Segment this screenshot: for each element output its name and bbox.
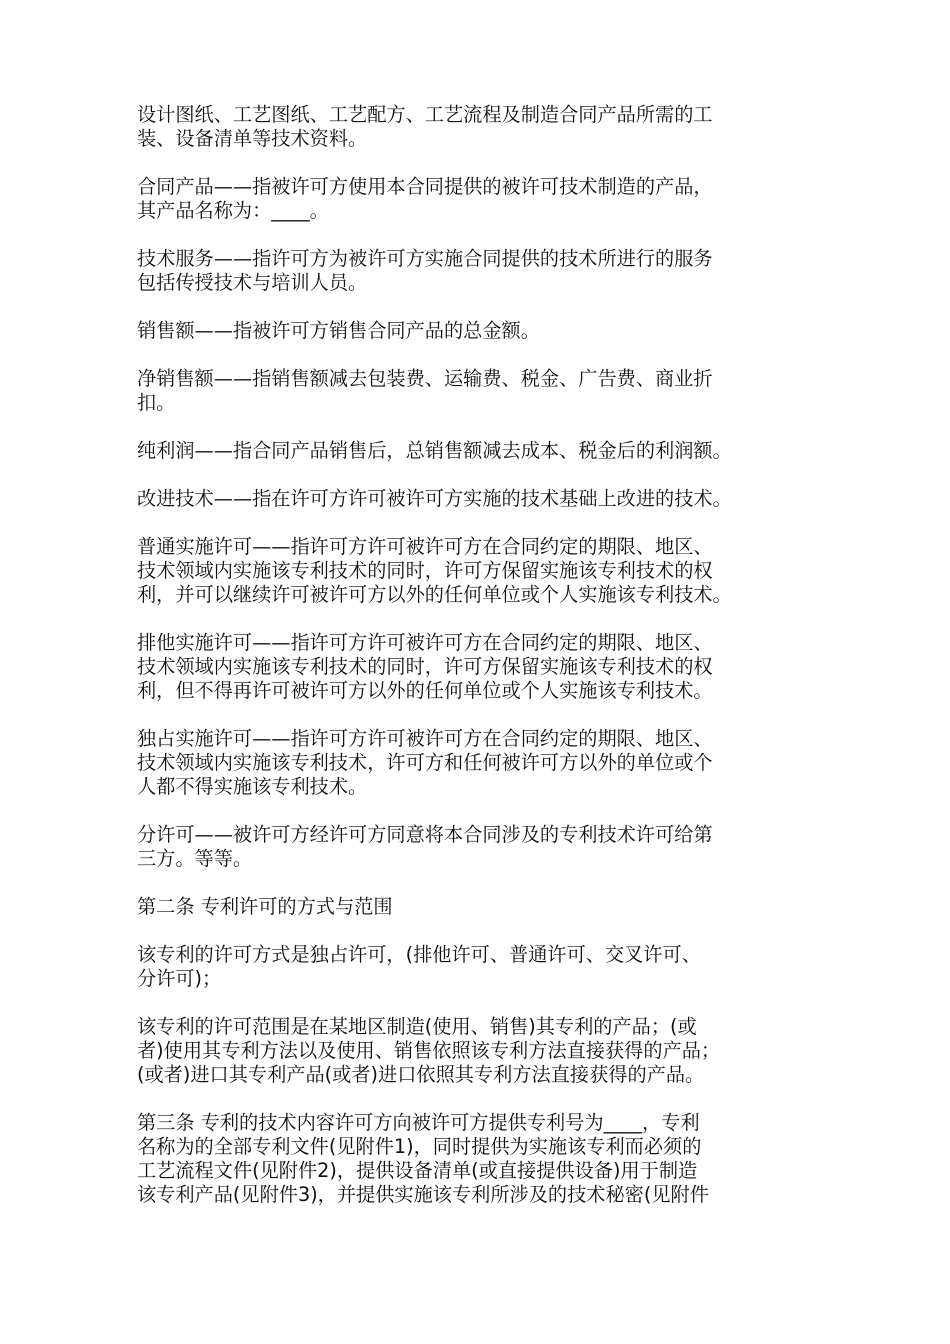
paragraph	[137, 439, 817, 463]
text-line: 该专利的许可方式是独占许可，(排他许可、普通许可、交叉许可、	[137, 943, 701, 966]
paragraph	[137, 631, 817, 703]
text-line: 名称为的全部专利文件(见附件1)，同时提供为实施该专利而必须的	[137, 1135, 702, 1158]
paragraph	[137, 895, 817, 919]
text-line: 普通实施许可——指许可方许可被许可方在合同约定的期限、地区、	[137, 535, 713, 558]
document-body	[137, 103, 817, 1231]
text-line: 第二条 专利许可的方式与范围	[137, 895, 393, 918]
text-line: 技术服务——指许可方为被许可方实施合同提供的技术所进行的服务	[137, 247, 713, 270]
text-line: 改进技术——指在许可方许可被许可方实施的技术基础上改进的技术。	[137, 487, 732, 510]
text-line: 人都不得实施该专利技术。	[137, 775, 368, 798]
paragraph	[137, 1015, 817, 1087]
text-line: 第三条 专利的技术内容许可方向被许可方提供专利号为____，专利	[137, 1111, 700, 1134]
text-line: 该专利产品(见附件3)，并提供实施该专利所涉及的技术秘密(见附件	[137, 1183, 709, 1206]
text-line: 利，但不得再许可被许可方以外的任何单位或个人实施该专利技术。	[137, 679, 713, 702]
text-line: 技术领域内实施该专利技术的同时，许可方保留实施该专利技术的权	[137, 559, 713, 582]
text-line: 者)使用其专利方法以及使用、销售依照该专利方法直接获得的产品；	[137, 1039, 721, 1062]
paragraph	[137, 247, 817, 295]
paragraph	[137, 535, 817, 607]
paragraph	[137, 175, 817, 223]
paragraph	[137, 943, 817, 991]
text-line: 独占实施许可——指许可方许可被许可方在合同约定的期限、地区、	[137, 727, 713, 750]
paragraph	[137, 727, 817, 799]
text-line: 三方。等等。	[137, 847, 253, 870]
text-line: 净销售额——指销售额减去包装费、运输费、税金、广告费、商业折	[137, 367, 713, 390]
text-line: 销售额——指被许可方销售合同产品的总金额。	[137, 319, 540, 342]
text-line: 分许可)；	[137, 967, 222, 990]
paragraph	[137, 823, 817, 871]
paragraph	[137, 367, 817, 415]
text-line: 合同产品——指被许可方使用本合同提供的被许可技术制造的产品，	[137, 175, 713, 198]
text-line: 技术领域内实施该专利技术的同时，许可方保留实施该专利技术的权	[137, 655, 713, 678]
text-line: 分许可——被许可方经许可方同意将本合同涉及的专利技术许可给第	[137, 823, 713, 846]
paragraph	[137, 1111, 817, 1207]
text-line: 工艺流程文件(见附件2)，提供设备清单(或直接提供设备)用于制造	[137, 1159, 698, 1182]
text-line: 利，并可以继续许可被许可方以外的任何单位或个人实施该专利技术。	[137, 583, 732, 606]
text-line: 装、设备清单等技术资料。	[137, 127, 368, 150]
text-line: 纯利润——指合同产品销售后，总销售额减去成本、税金后的利润额。	[137, 439, 732, 462]
text-line: 扣。	[137, 391, 176, 414]
text-line: 其产品名称为：____。	[137, 199, 329, 222]
text-line: 排他实施许可——指许可方许可被许可方在合同约定的期限、地区、	[137, 631, 713, 654]
paragraph	[137, 487, 817, 511]
text-line: 设计图纸、工艺图纸、工艺配方、工艺流程及制造合同产品所需的工	[137, 103, 713, 126]
text-line: 该专利的许可范围是在某地区制造(使用、销售)其专利的产品；(或	[137, 1015, 697, 1038]
text-line: 包括传授技术与培训人员。	[137, 271, 368, 294]
paragraph	[137, 319, 817, 343]
text-line: (或者)进口其专利产品(或者)进口依照其专利方法直接获得的产品。	[137, 1063, 705, 1086]
paragraph	[137, 103, 817, 151]
text-line: 技术领域内实施该专利技术，许可方和任何被许可方以外的单位或个	[137, 751, 713, 774]
